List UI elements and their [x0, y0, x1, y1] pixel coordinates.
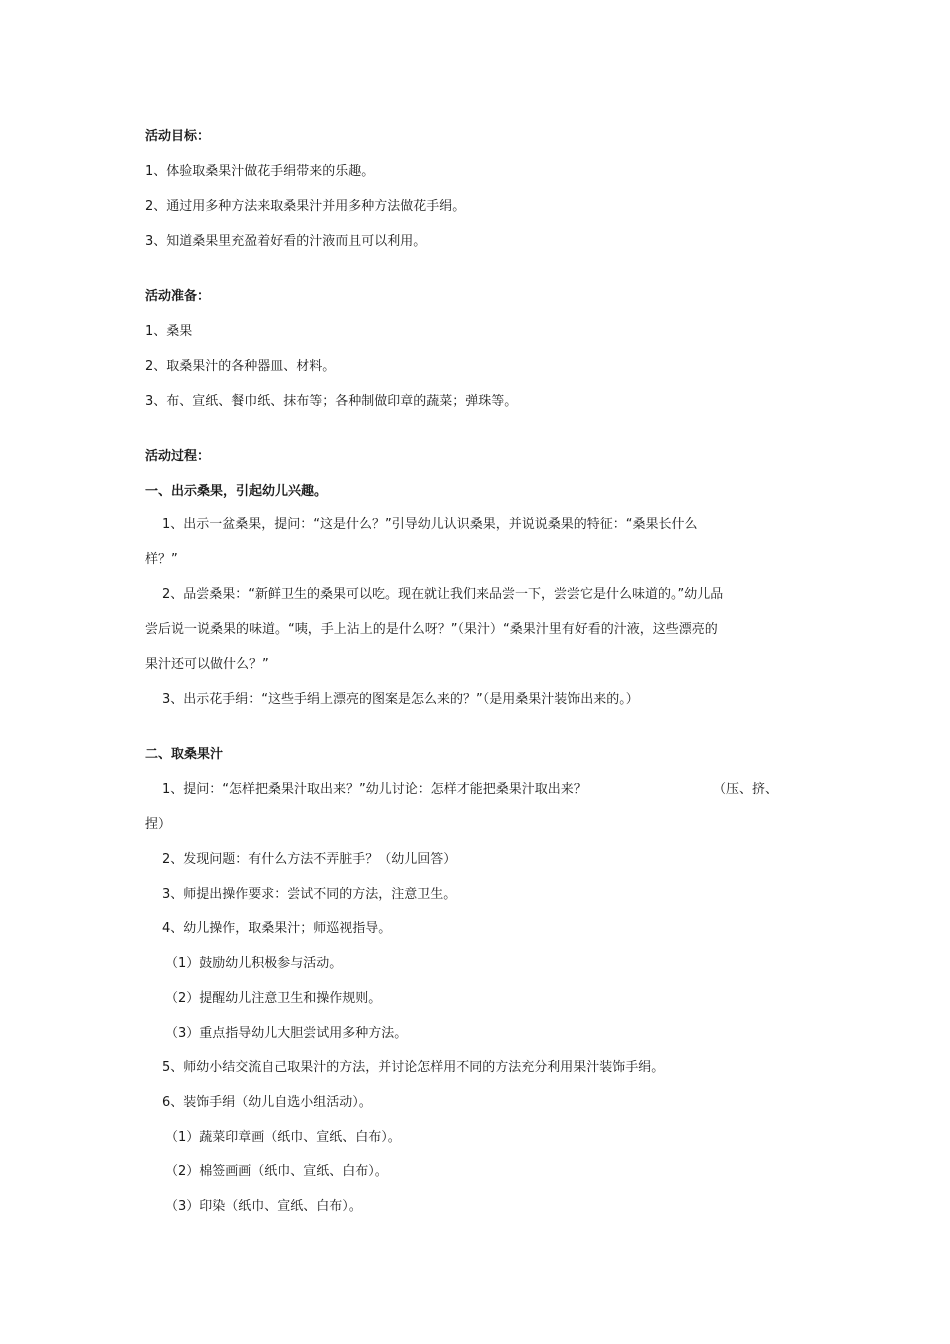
- part2-item3: 3、师提出操作要求：尝试不同的方法，注意卫生。: [162, 887, 457, 902]
- part1-item2-line3: 果汁还可以做什么？”: [145, 657, 269, 672]
- part2-item4-sub: （1）鼓励幼儿积极参与活动。: [165, 956, 343, 971]
- part2-item6-sub: （2）棉签画画（纸巾、宣纸、白布）。: [165, 1164, 388, 1179]
- part2-item4-sub: （3）重点指导幼儿大胆尝试用多种方法。: [165, 1026, 408, 1041]
- part2-item4: 4、幼儿操作，取桑果汁；师巡视指导。: [162, 921, 392, 936]
- part1-item2-line1: 2、品尝桑果：“新鲜卫生的桑果可以吃。现在就让我们来品尝一下，尝尝它是什么味道的。”幼儿品: [162, 587, 724, 602]
- part2-title: 二、取桑果汁: [145, 747, 224, 762]
- goal-item: 3、知道桑果里充盈着好看的汁液而且可以利用。: [145, 234, 427, 249]
- part1-item3: 3、出示花手绢：“这些手绢上漂亮的图案是怎么来的？”（是用桑果汁装饰出来的。）: [162, 692, 639, 707]
- part2-item1-line1: 1、提问：“怎样把桑果汁取出来？”幼儿讨论：怎样才能把桑果汁取出来？: [162, 782, 587, 797]
- part2-item1-note: （压、挤、: [713, 782, 779, 797]
- part2-item6-sub: （3）印染（纸巾、宣纸、白布）。: [165, 1199, 362, 1214]
- part2-item6: 6、装饰手绢（幼儿自选小组活动）。: [162, 1095, 372, 1110]
- part2-item4-sub: （2）提醒幼儿注意卫生和操作规则。: [165, 991, 382, 1006]
- part2-item2: 2、发现问题：有什么方法不弄脏手？（幼儿回答）: [162, 852, 457, 867]
- goal-item: 1、体验取桑果汁做花手绢带来的乐趣。: [145, 164, 375, 179]
- part1-item1-line1: 1、出示一盆桑果，提问：“这是什么？”引导幼儿认识桑果，并说说桑果的特征：“桑果长什么: [162, 517, 698, 532]
- prep-heading: 活动准备：: [145, 289, 211, 304]
- part1-item1-line2: 样？”: [145, 552, 178, 567]
- prep-item: 1、桑果: [145, 324, 193, 339]
- part2-item6-sub: （1）蔬菜印章画（纸巾、宣纸、白布）。: [165, 1130, 401, 1145]
- part2-item1-line2: 捏）: [145, 817, 172, 832]
- prep-item: 3、布、宣纸、餐巾纸、抹布等；各种制做印章的蔬菜；弹珠等。: [145, 394, 518, 409]
- goals-heading: 活动目标：: [145, 129, 211, 144]
- part1-title: 一、出示桑果，引起幼儿兴趣。: [145, 484, 328, 499]
- process-heading: 活动过程：: [145, 449, 211, 464]
- part2-item5: 5、师幼小结交流自己取果汁的方法，并讨论怎样用不同的方法充分利用果汁装饰手绢。: [162, 1060, 665, 1075]
- part1-item2-line2: 尝后说一说桑果的味道。“咦，手上沾上的是什么呀？”（果汁）“桑果汁里有好看的汁液，这些漂亮的: [145, 622, 718, 637]
- goal-item: 2、通过用多种方法来取桑果汁并用多种方法做花手绢。: [145, 199, 466, 214]
- prep-item: 2、取桑果汁的各种器皿、材料。: [145, 359, 336, 374]
